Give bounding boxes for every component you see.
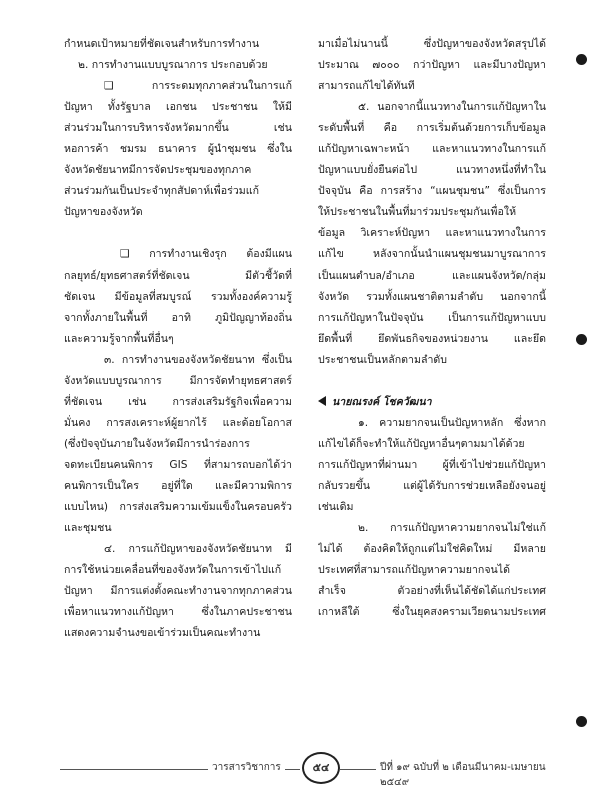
speaker-name: นายณรงค์ โชควัฒนา xyxy=(332,395,432,408)
text-line: มาเมื่อไม่นานนี้ ซึ่งปัญหาของจังหวัดสรุปได้ xyxy=(318,38,546,50)
text-line: หอการค้า ชมรม ธนาคาร ผู้นำชุมชน ซึ่งใน xyxy=(64,143,292,156)
text-line: เกาหลีใต้ ซึ่งในยุคสงครามเวียดนามประเทศ xyxy=(318,606,546,619)
page-footer xyxy=(60,758,560,788)
text-line: สำเร็จ ตัวอย่างที่เห็นได้ชัดได้แก่ประเทศ xyxy=(318,585,546,598)
text-line: จากทั้งภายในพื้นที่ อาทิ ภูมิปัญญาท้องถิ่น xyxy=(64,311,292,324)
right-column xyxy=(318,34,546,623)
text-line: เช่นเดิม xyxy=(318,501,354,514)
text-line: จังหวัด รวมทั้งแผนชาติตามลำดับ นอกจากนี้ xyxy=(318,290,546,303)
text-line: ปัจจุบัน คือ การสร้าง “แผนชุมชน” ซึ่งเป็นการ xyxy=(318,185,546,198)
left-column xyxy=(64,34,292,644)
binding-hole-icon xyxy=(576,54,587,65)
text-line: จังหวัดแบบบูรณาการ มีการจัดทำยุทธศาสตร์ xyxy=(64,374,292,387)
text-line: ๓. การทำงานของจังหวัดชัยนาท ซึ่งเป็น xyxy=(104,353,292,366)
text-line: แบบไหน) การส่งเสริมความเข้มแข็งในครอบครัว xyxy=(64,501,292,514)
text-line: กลยุทธ์/ยุทธศาสตร์ที่ชัดเจน มีตัวชี้วัดที่ xyxy=(64,269,292,282)
text-line: ที่ชัดเจน เช่น การส่งเสริมรัฐกิจเพื่อความ xyxy=(64,395,292,408)
speaker-heading xyxy=(318,392,546,413)
text-line: สามารถแก้ไขได้ทันที xyxy=(318,80,415,93)
text-line: แก้ปัญหาเฉพาะหน้า และหาแนวทางในการแก้ xyxy=(318,143,546,156)
text-line: ปัญหา มีการแต่งตั้งคณะทำงานจากทุกภาคส่วน xyxy=(64,585,292,598)
text-line: เป็นแผนตำบล/อำเภอ และแผนจังหวัด/กลุ่ม xyxy=(318,269,546,282)
text-line: ข้อมูล วิเคราะห์ปัญหา และหาแนวทางในการ xyxy=(318,227,546,240)
text-line: ๒. การทำงานแบบบูรณาการ ประกอบด้วย xyxy=(78,59,268,72)
text-line: ชัดเจน มีข้อมูลที่สมบูรณ์ รวมทั้งองค์ความรู้ xyxy=(64,290,292,303)
text-line: แก้ไข หลังจากนั้นนำแผนชุมชนมาบูรณาการ xyxy=(318,248,546,261)
text-line: ส่วนร่วมกันเป็นประจำทุกสัปดาห์เพื่อร่วมแก้ xyxy=(64,185,260,198)
text-line: มั่นคง การสงเคราะห์ผู้ยากไร้ และด้อยโอกาส xyxy=(64,416,292,429)
text-line: (ซึ่งปัจจุบันภายในจังหวัดมีการนำร่องการ xyxy=(64,437,250,450)
text-line: การแก้ปัญหาที่ผ่านมา ผู้ที่เข้าไปช่วยแก้ปัญหา xyxy=(318,458,546,471)
journal-name: วารสารวิชาการ xyxy=(208,760,285,775)
text-line: คนพิการเป็นใคร อยู่ที่ใด และมีความพิการ xyxy=(64,479,292,492)
text-line: ไม่ได้ ต้องคิดให้ถูกแต่ไม่ใช่คิดใหม่ มีหลาย xyxy=(318,543,546,556)
text-line: ยึดพื้นที่ ยึดพันธกิจของหน่วยงาน และยึด xyxy=(318,332,546,345)
text-line: จังหวัดชัยนาทมีการจัดประชุมของทุกภาค xyxy=(64,164,252,177)
text-line: ๔. การแก้ปัญหาของจังหวัดชัยนาท มี xyxy=(104,543,292,556)
text-line: ระดับพื้นที่ คือ การเริ่มต้นด้วยการเก็บข้อมูล xyxy=(318,122,546,135)
text-line: ๒. การแก้ปัญหาความยากจนไม่ใช่แก้ xyxy=(358,522,546,535)
text-line: เพื่อหาแนวทางแก้ปัญหา ซึ่งในภาคประชาชน xyxy=(64,606,292,619)
text-line: กำหนดเป้าหมายที่ชัดเจนสำหรับการทำงาน xyxy=(64,38,260,50)
text-line: แก้ไขได้ก็จะทำให้แก้ปัญหาอื่นๆตามมาได้ด้วย xyxy=(318,437,525,450)
page-number: ๕๔ xyxy=(302,752,340,784)
text-line: และความรู้จากพื้นที่อื่นๆ xyxy=(64,332,174,345)
text-line: ปัญหาของจังหวัด xyxy=(64,206,143,219)
text-line: การใช้หน่วยเคลื่อนที่ของจังหวัดในการเข้าไปแก้ xyxy=(64,564,282,577)
text-line: ประมาณ ๗๐๐๐ กว่าปัญหา และมีบางปัญหา xyxy=(318,59,546,72)
text-line: จดทะเบียนคนพิการ GIS ที่สามารถบอกได้ว่า xyxy=(64,458,292,471)
text-line: ๕. นอกจากนี้แนวทางในการแก้ปัญหาใน xyxy=(358,101,546,114)
triangle-bullet-icon xyxy=(318,396,326,406)
text-line: ❑ การทำงานเชิงรุก ต้องมีแผน xyxy=(120,248,292,261)
text-line: ปัญหาแบบยั่งยืนต่อไป แนวทางหนึ่งที่ทำใน xyxy=(318,164,546,177)
text-line: ให้ประชาชนในพื้นที่มาร่วมประชุมกันเพื่อให้ xyxy=(318,206,517,219)
text-line: การแก้ปัญหาในปัจจุบัน เป็นการแก้ปัญหาแบบ xyxy=(318,311,546,324)
text-line: แสดงความจำนงขอเข้าร่วมเป็นคณะทำงาน xyxy=(64,627,261,640)
text-line: ประเทศที่สามารถแก้ปัญหาความยากจนได้ xyxy=(318,564,510,577)
text-line: ๑. ความยากจนเป็นปัญหาหลัก ซึ่งหาก xyxy=(358,416,546,429)
text-line: และชุมชน xyxy=(64,522,112,535)
text-line: ❑ การระดมทุกภาคส่วนในการแก้ xyxy=(104,80,292,93)
text-line: ประชาชนเป็นหลักตามลำดับ xyxy=(318,353,448,366)
text-line: ส่วนร่วมในการบริหารจังหวัดมากขึ้น เช่น xyxy=(64,122,292,135)
text-line: กลับรวยขึ้น แต่ผู้ได้รับการช่วยเหลือยังจนอยู่ xyxy=(318,479,546,492)
text-line: ปัญหา ทั้งรัฐบาล เอกชน ประชาชน ให้มี xyxy=(64,101,292,114)
binding-hole-icon xyxy=(576,334,587,345)
binding-hole-icon xyxy=(576,716,587,727)
issue-info: ปีที่ ๑๙ ฉบับที่ ๒ เดือนมีนาคม-เมษายน ๒๕๔๙ xyxy=(376,760,560,790)
